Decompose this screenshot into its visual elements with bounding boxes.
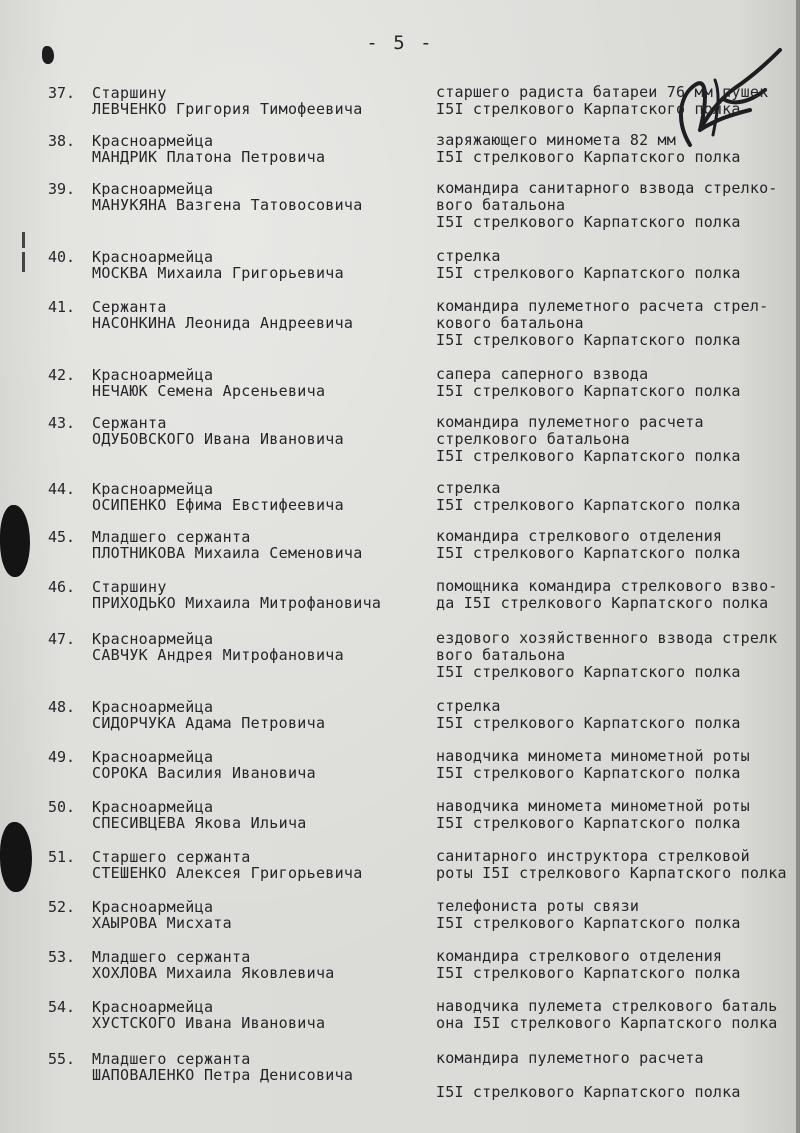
entry-rank: Младшего сержанта [92, 948, 251, 966]
position-line: I5I стрелкового Карпатского полка [436, 382, 741, 400]
entry-position [436, 248, 800, 282]
entry-number: 41. [48, 298, 76, 316]
entry-position [436, 748, 800, 782]
entry-rank: Красноармейца [92, 366, 214, 384]
entry-person-name: ХАЫРОВА Мисхата [92, 914, 232, 932]
position-line: командира пулеметного расчета [436, 413, 704, 431]
entry-person-name: ОДУБОВСКОГО Ивана Ивановича [92, 430, 344, 448]
entry-rank: Красноармейца [92, 748, 214, 766]
position-line: стрелка [436, 247, 501, 265]
position-line: санитарного инструктора стрелковой [436, 847, 750, 865]
position-line: I5I стрелкового Карпатского полка [436, 100, 741, 118]
entry-person-name: ОСИПЕНКО Ефима Евстифеевича [92, 496, 344, 514]
position-line: I5I стрелкового Карпатского полка [436, 964, 741, 982]
entry-position [436, 366, 800, 400]
entry-person-name: СПЕСИВЦЕВА Якова Ильича [92, 814, 307, 832]
entry-person-name: ШАПОВАЛЕНКО Петра Денисовича [92, 1066, 354, 1084]
position-line: роты I5I стрелкового Карпатского полка [436, 864, 787, 882]
entry-person-name: НЕЧАЮК Семена Арсеньевича [92, 382, 326, 400]
position-line: I5I стрелкового Карпатского полка [436, 496, 741, 514]
entry-number: 50. [48, 798, 76, 816]
position-line: ездового хозяйственного взвода стрелк [436, 629, 778, 647]
position-line: да I5I стрелкового Карпатского полка [436, 594, 769, 612]
position-line: I5I стрелкового Карпатского полка [436, 447, 741, 465]
entry-rank: Красноармейца [92, 998, 214, 1016]
position-line: вого батальона [436, 646, 566, 664]
position-line: I5I стрелкового Карпатского полка [436, 213, 741, 231]
entry-position [436, 1050, 800, 1101]
entry-rank: Красноармейца [92, 480, 214, 498]
margin-mark [22, 252, 25, 272]
position-line: I5I стрелкового Карпатского полка [436, 331, 741, 349]
entry-number: 46. [48, 578, 76, 596]
page-number: - 5 - [366, 32, 434, 54]
entry-number: 45. [48, 528, 76, 546]
entry-number: 54. [48, 998, 76, 1016]
entry-position [436, 132, 800, 166]
entry-position [436, 84, 800, 118]
entry-number: 51. [48, 848, 76, 866]
entry-person-name: МОСКВА Михаила Григорьевича [92, 264, 344, 282]
position-line: I5I стрелкового Карпатского полка [436, 663, 741, 681]
entry-person-name: СОРОКА Василия Ивановича [92, 764, 316, 782]
position-line: сапера саперного взвода [436, 365, 649, 383]
entry-rank: Красноармейца [92, 698, 214, 716]
entry-rank: Старшину [92, 578, 167, 596]
entry-rank: Старшего сержанта [92, 848, 251, 866]
position-line: наводчика миномета минометной роты [436, 747, 750, 765]
position-line: вого батальона [436, 196, 566, 214]
entry-position [436, 528, 800, 562]
entry-number: 47. [48, 630, 76, 648]
entry-person-name: ПРИХОДЬКО Михаила Митрофановича [92, 594, 382, 612]
position-line [436, 1067, 800, 1084]
entry-person-name: МАНУКЯНА Вазгена Татовосовича [92, 196, 363, 214]
position-line: I5I стрелкового Карпатского полка [436, 148, 741, 166]
position-line: наводчика пулемета стрелкового баталь [436, 997, 778, 1015]
position-line: I5I стрелкового Карпатского полка [436, 814, 741, 832]
entry-number: 49. [48, 748, 76, 766]
position-line: I5I стрелкового Карпатского полка [436, 714, 741, 732]
entry-rank: Красноармейца [92, 630, 214, 648]
position-line: командира пулеметного расчета стрел- [436, 297, 769, 315]
punch-hole-bottom [0, 822, 32, 892]
entry-position [436, 948, 800, 982]
entry-position [436, 630, 800, 681]
entry-person-name: МАНДРИК Платона Петровича [92, 148, 326, 166]
entry-rank: Младшего сержанта [92, 1050, 251, 1068]
position-line: стрелка [436, 697, 501, 715]
entry-position [436, 298, 800, 349]
entry-rank: Красноармейца [92, 132, 214, 150]
position-line: кового батальона [436, 314, 584, 332]
entry-number: 52. [48, 898, 76, 916]
position-line: телефониста роты связи [436, 897, 640, 915]
entry-rank: Красноармейца [92, 798, 214, 816]
entry-position [436, 698, 800, 732]
entry-rank: Сержанта [92, 414, 167, 432]
entry-position [436, 798, 800, 832]
entry-position [436, 898, 800, 932]
punch-hole-top [0, 505, 30, 577]
entry-rank: Младшего сержанта [92, 528, 251, 546]
position-line: I5I стрелкового Карпатского полка [436, 1083, 741, 1101]
entry-person-name: САВЧУК Андрея Митрофановича [92, 646, 344, 664]
entry-person-name: НАСОНКИНА Леонида Андреевича [92, 314, 354, 332]
position-line: командира стрелкового отделения [436, 947, 723, 965]
entry-number: 44. [48, 480, 76, 498]
entry-position [436, 480, 800, 514]
entry-number: 37. [48, 84, 76, 102]
entry-person-name: ЛЕВЧЕНКО Григория Тимофеевича [92, 100, 363, 118]
entry-position [436, 848, 800, 882]
position-line: командира стрелкового отделения [436, 527, 723, 545]
entry-person-name: ПЛОТНИКОВА Михаила Семеновича [92, 544, 363, 562]
position-line: I5I стрелкового Карпатского полка [436, 264, 741, 282]
position-line: I5I стрелкового Карпатского полка [436, 764, 741, 782]
position-line: помощника командира стрелкового взво- [436, 577, 778, 595]
entry-number: 55. [48, 1050, 76, 1068]
entry-rank: Красноармейца [92, 898, 214, 916]
position-line: стрелкового батальона [436, 430, 630, 448]
entry-number: 42. [48, 366, 76, 384]
entry-number: 53. [48, 948, 76, 966]
entry-rank: Красноармейца [92, 248, 214, 266]
entry-position [436, 578, 800, 612]
entry-position [436, 414, 800, 465]
entry-person-name: СТЕШЕНКО Алексея Григорьевича [92, 864, 363, 882]
entry-number: 43. [48, 414, 76, 432]
entry-rank: Старшину [92, 84, 167, 102]
entry-number: 40. [48, 248, 76, 266]
position-line: командира санитарного взвода стрелко- [436, 179, 778, 197]
position-line: наводчика миномета минометной роты [436, 797, 750, 815]
position-line: старшего радиста батареи 76 мм пушек [436, 83, 769, 101]
position-line: заряжающего миномета 82 мм [436, 131, 676, 149]
entry-position [436, 998, 800, 1032]
position-line: командира пулеметного расчета [436, 1049, 704, 1067]
position-line: I5I стрелкового Карпатского полка [436, 914, 741, 932]
entry-rank: Красноармейца [92, 180, 214, 198]
entry-rank: Сержанта [92, 298, 167, 316]
entry-number: 39. [48, 180, 76, 198]
margin-mark [22, 232, 25, 248]
position-line: стрелка [436, 479, 501, 497]
position-line: I5I стрелкового Карпатского полка [436, 544, 741, 562]
entry-number: 38. [48, 132, 76, 150]
entry-person-name: СИДОРЧУКА Адама Петровича [92, 714, 326, 732]
entry-person-name: ХОХЛОВА Михаила Яковлевича [92, 964, 335, 982]
position-line: она I5I стрелкового Карпатского полка [436, 1014, 778, 1032]
entry-number: 48. [48, 698, 76, 716]
entry-person-name: ХУСТСКОГО Ивана Ивановича [92, 1014, 326, 1032]
entry-position [436, 180, 800, 231]
